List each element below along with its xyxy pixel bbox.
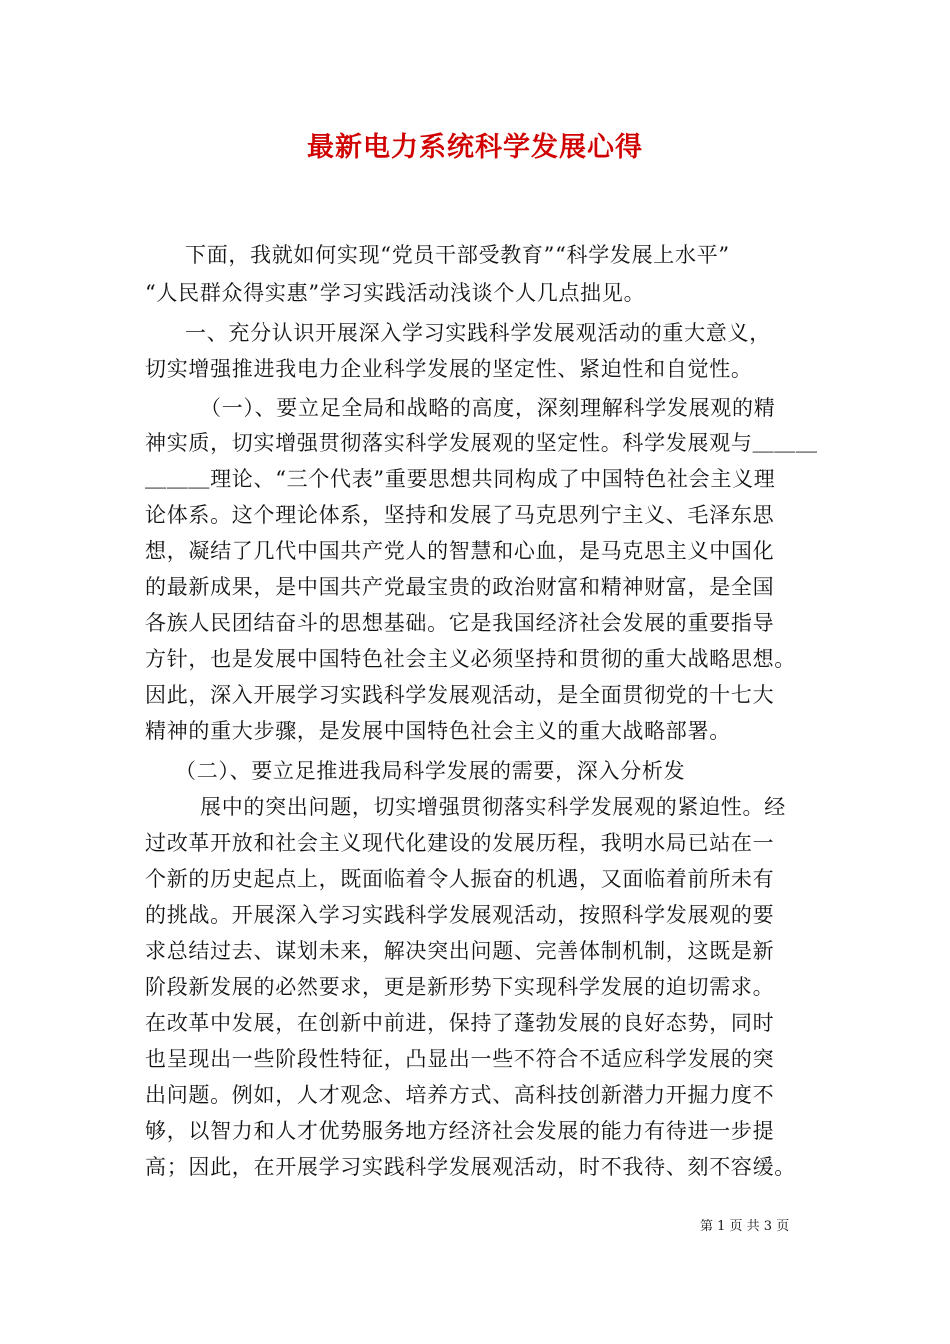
- paragraph-line: 高；因此，在开展学习实践科学发展观活动，时不我待、刻不容缓。: [145, 1155, 796, 1179]
- paragraph-line: 下面，我就如何实现“党员干部受教育”“科学发展上水平”: [185, 243, 730, 267]
- paragraph-line: 展中的突出问题，切实增强贯彻落实科学发展观的紧迫性。经: [200, 795, 786, 819]
- paragraph-line: 的挑战。开展深入学习实践科学发展观活动，按照科学发展观的要: [145, 903, 775, 927]
- paragraph-line: （一）、要立足全局和战略的高度，深刻理解科学发展观的精: [200, 396, 776, 420]
- paragraph-line: 精神的重大步骤，是发展中国特色社会主义的重大战略部署。: [145, 719, 731, 743]
- page-footer: 第 1 页 共 3 页: [700, 1219, 790, 1234]
- paragraph-line: 方针，也是发展中国特色社会主义必须坚持和贯彻的重大战略思想。: [145, 647, 796, 671]
- paragraph-line: 阶段新发展的必然要求，更是新形势下实现科学发展的迫切需求。: [145, 975, 775, 999]
- paragraph-line: 个新的历史起点上，既面临着令人振奋的机遇，又面临着前所未有: [145, 867, 775, 891]
- paragraph-line: 因此，深入开展学习实践科学发展观活动，是全面贯彻党的十七大: [145, 683, 775, 707]
- paragraph-line: 各族人民团结奋斗的思想基础。它是我国经济社会发展的重要指导: [145, 611, 775, 635]
- paragraph-line: 求总结过去、谋划未来，解决突出问题、完善体制机制，这既是新: [145, 939, 775, 963]
- paragraph-line: （二）、要立足推进我局科学发展的需要，深入分析发: [175, 759, 686, 783]
- paragraph-line: ＿＿＿理论、“三个代表”重要思想共同构成了中国特色社会主义理: [145, 467, 776, 491]
- paragraph-line: 的最新成果，是中国共产党最宝贵的政治财富和精神财富，是全国: [145, 575, 775, 599]
- paragraph-line: “人民群众得实惠”学习实践活动浅谈个人几点拙见。: [145, 281, 646, 305]
- paragraph-line: 切实增强推进我电力企业科学发展的坚定性、紧迫性和自觉性。: [145, 357, 753, 381]
- document-title: 最新电力系统科学发展心得: [307, 132, 643, 163]
- paragraph-line: 论体系。这个理论体系，坚持和发展了马克思列宁主义、毛泽东思: [145, 503, 775, 527]
- paragraph-line: 够，以智力和人才优势服务地方经济社会发展的能力有待进一步提: [145, 1119, 775, 1143]
- paragraph-line: 想，凝结了几代中国共产党人的智慧和心血，是马克思主义中国化: [145, 539, 775, 563]
- paragraph-line: 在改革中发展，在创新中前进，保持了蓬勃发展的良好态势，同时: [145, 1011, 775, 1035]
- paragraph-line: 也呈现出一些阶段性特征，凸显出一些不符合不适应科学发展的突: [145, 1047, 775, 1071]
- paragraph-line: 神实质，切实增强贯彻落实科学发展观的坚定性。科学发展观与＿＿＿: [145, 431, 818, 455]
- paragraph-line: 出问题。例如，人才观念、培养方式、高科技创新潜力开掘力度不: [145, 1083, 775, 1107]
- paragraph-line: 过改革开放和社会主义现代化建设的发展历程，我明水局已站在一: [145, 831, 775, 855]
- paragraph-line: 一、充分认识开展深入学习实践科学发展观活动的重大意义，: [185, 321, 771, 345]
